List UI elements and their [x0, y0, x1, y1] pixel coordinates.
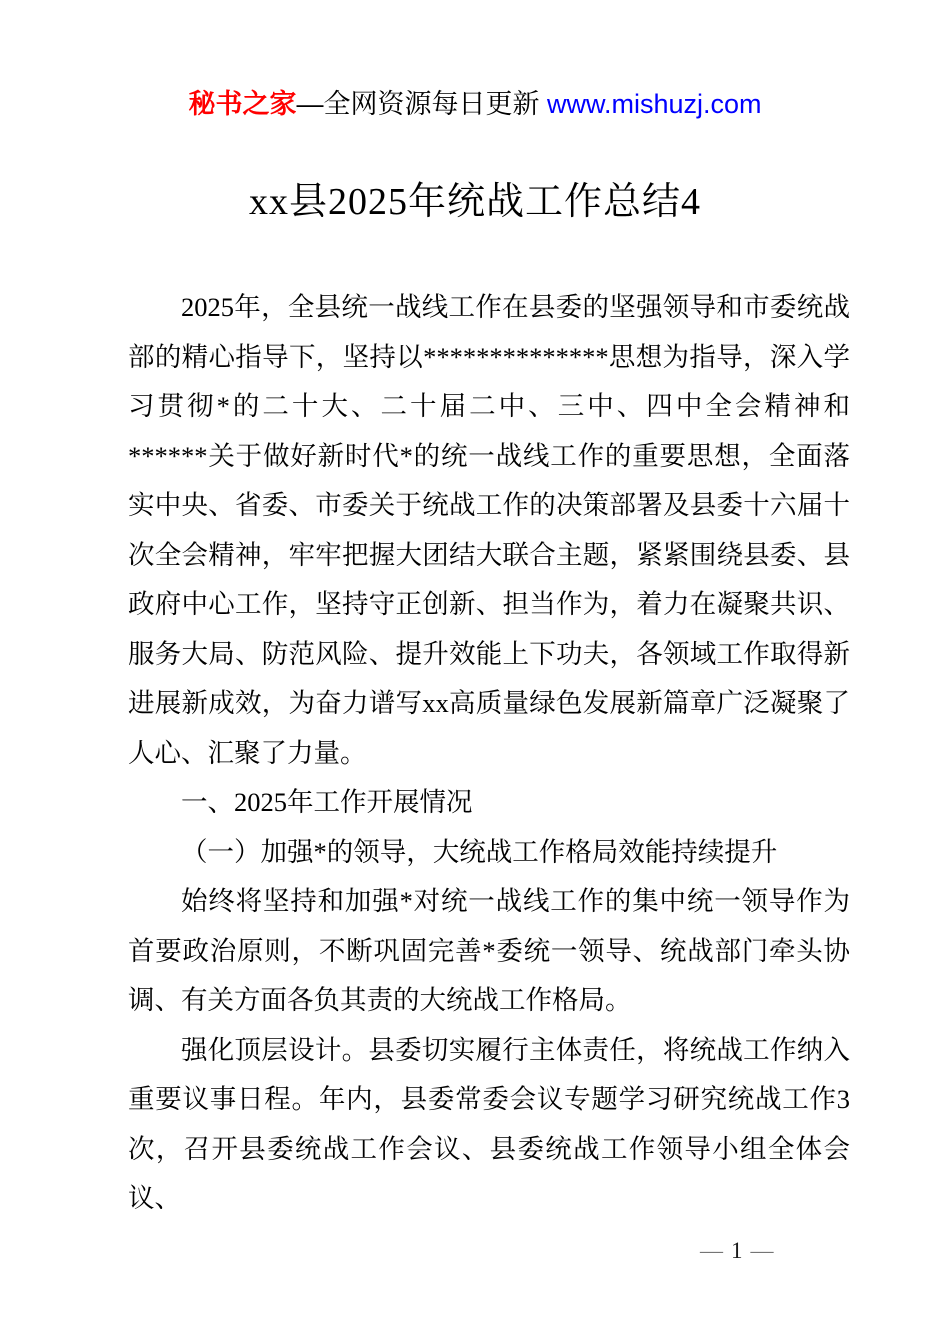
site-tagline: —全网资源每日更新	[296, 89, 547, 119]
body-paragraph: 强化顶层设计。县委切实履行主体责任，将统战工作纳入重要议事日程。年内，县委常委会议专题学习研究统战工作3次，召开县委统战工作会议、县委统战工作领导小组全体会议、	[128, 1034, 850, 1213]
site-header	[0, 88, 950, 120]
page-footer	[700, 1238, 774, 1264]
page-number-left-dash: —	[700, 1238, 723, 1263]
document-body	[128, 283, 850, 1224]
document-title: xx县2025年统战工作总结4	[248, 181, 701, 223]
page-number-right-dash: —	[750, 1238, 774, 1263]
body-paragraph: 始终将坚持和加强*对统一战线工作的集中统一领导作为首要政治原则，不断巩固完善*委统一领导、统战部门牵头协调、有关方面各负其责的大统战工作格局。	[128, 886, 850, 1015]
section-heading: （一）加强*的领导，大统战工作格局效能持续提升	[181, 836, 778, 867]
site-brand: 秘书之家	[188, 89, 297, 119]
body-paragraph: 2025年，全县统一战线工作在县委的坚强领导和市委统战部的精心指导下，坚持以**************思想为指导，深入学习贯彻*的二十大、二十届二中、三中、四中全会精神和******关于做好新时代*的统一战线工作的重要思想，全面落实中央、省委、市委关于统战工作的决策部署及县委十六届十次全会精神，牢牢把握大团结大联合主题，紧紧围绕县委、县政府中心工作，坚持守正创新、担当作为，着力在凝聚共识、服务大局、防范风险、提升效能上下功夫，各领域工作取得新进展新成效，为奋力谱写xx高质量绿色发展新篇章广泛凝聚了人心、汇聚了力量。	[128, 292, 850, 768]
section-heading: 一、2025年工作开展情况	[181, 787, 473, 817]
site-url-link[interactable]: www.mishuzj.com	[546, 89, 762, 119]
page-number: 1	[731, 1238, 743, 1263]
